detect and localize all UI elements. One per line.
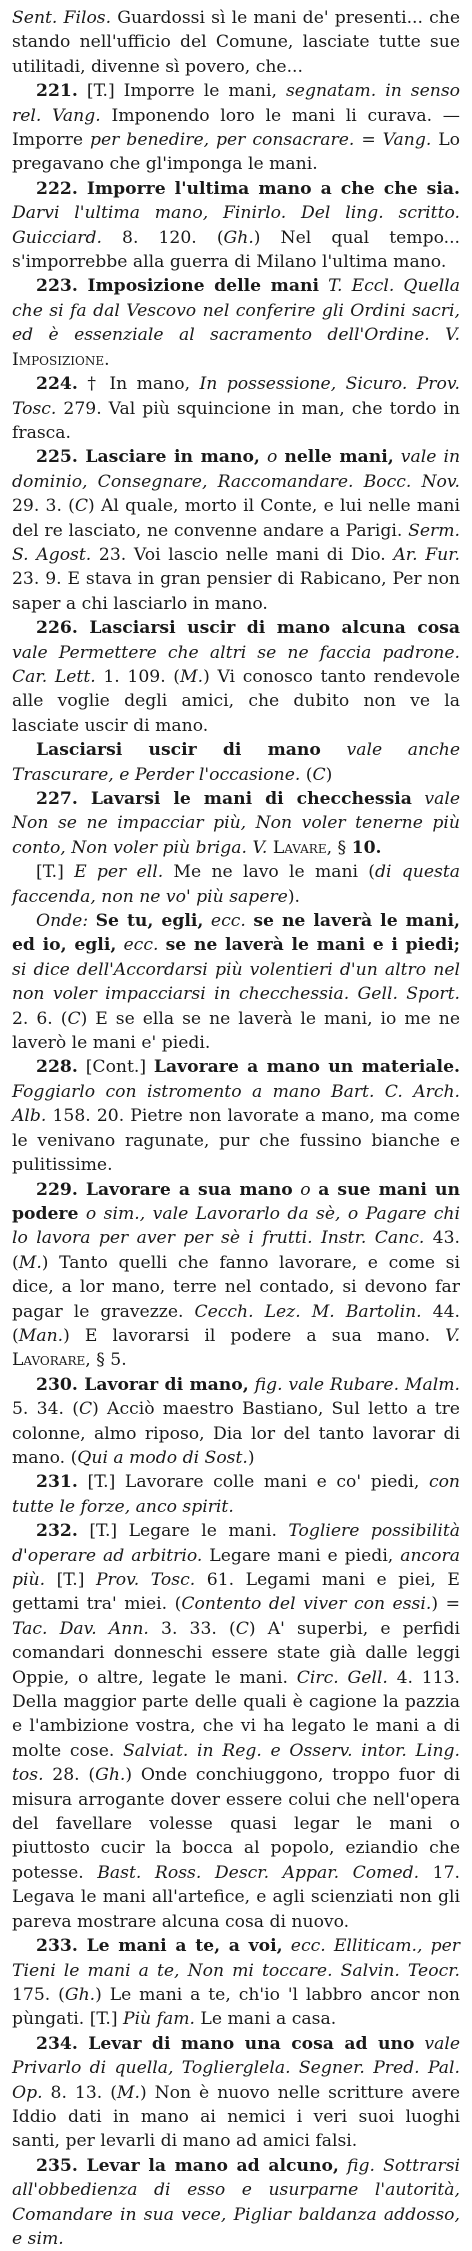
- entry-headword: se ne laverà le mani, ed io, egli,: [12, 911, 460, 956]
- entry-italic-text: Qui a modo di Sost.: [77, 1447, 248, 1468]
- entry-italic-text: di questa faccenda, non ne vo' più sapere: [12, 862, 460, 907]
- dictionary-entry: [12, 1373, 460, 1471]
- entry-text: §: [332, 837, 352, 858]
- entry-text: [T.]: [36, 862, 75, 883]
- entry-text: ) Tanto quelli che fanno lavorare, e come si dice, a lor mano, terre nel contado, si devono far pagar le gravezze.: [12, 1252, 460, 1322]
- entry-italic-text: si dice dell'Accordarsi più volentieri d'un altro nel non voler impacciarsi in checchessia. Gell. Sport.: [12, 959, 460, 1005]
- entry-italic-text: Darvi l'ultima mano, Finirlo. Del ling. scritto. Guicciard.: [12, 203, 460, 248]
- entry-text: ) E lavorarsi il podere a sua mano.: [63, 1325, 446, 1346]
- entry-text: [88, 911, 96, 931]
- entry-text: 1. 109. (: [95, 666, 181, 687]
- entry-headword: 232.: [36, 1521, 78, 1542]
- entry-italic-text: Serm. S. Agost.: [12, 520, 460, 565]
- entry-italic-text: M.: [116, 2082, 140, 2103]
- entry-text: 29. 3. (: [12, 496, 75, 517]
- dictionary-entry: [12, 909, 460, 1055]
- entry-italic-text: Gh.: [223, 227, 254, 248]
- entry-headword: 10.: [351, 837, 382, 858]
- entry-italic-text: Ar. Fur.: [393, 544, 461, 565]
- dictionary-entry: [12, 6, 460, 79]
- entry-text: [319, 276, 328, 296]
- entry-headword: 229. Lavorare a sua mano: [36, 1179, 293, 1200]
- entry-italic-text: vale Non se ne impacciar più, Non voler tenerne più conto, Non voler più briga. V.: [12, 789, 460, 858]
- entry-text: (: [300, 764, 313, 785]
- dictionary-entry: [12, 177, 460, 275]
- dictionary-entry: [12, 1934, 460, 2032]
- dictionary-entry: [12, 616, 460, 738]
- entry-text: ) Nel qual tempo... s'imporrebbe alla guerra di Milano l'ultima mano.: [12, 227, 461, 273]
- entry-text: ) Le mani a te, ch'io 'l labbro ancor non pùngati. [T.]: [12, 1984, 460, 2030]
- entry-italic-text: T. Eccl. Quella che si fa dal Vescovo nel conferire gli Ordini sacri, ed è essenziale al sacramento dell'Ordine. V.: [12, 276, 460, 346]
- entry-headword: se ne laverà le mani e i piedi;: [165, 935, 460, 956]
- dictionary-entry: [12, 445, 460, 616]
- entry-italic-text: Togliere possibilità d'operare ad arbitrio.: [12, 1521, 461, 1566]
- entry-headword: 227. Lavarsi le mani di checchessia: [36, 789, 412, 809]
- entry-headword: a sue mani un podere: [12, 1179, 461, 1224]
- entry-text: 5. 34. (: [12, 1399, 79, 1420]
- entry-text: 23. 9. E stava in gran pensier di Rabicano, Per non saper a chi lasciarlo in mano.: [12, 569, 460, 614]
- entry-text: [T.]: [45, 1570, 96, 1590]
- entry-text: [T.] Imporre le mani,: [77, 81, 286, 102]
- entry-text: 44. (: [12, 1301, 460, 1346]
- entry-italic-text: fig. vale Rubare. Malm.: [254, 1374, 461, 1395]
- entry-italic-text: vale Privarlo di quella, Toglierglela. Segner. Pred. Pal. Op.: [12, 2033, 460, 2103]
- entry-italic-text: C: [67, 1008, 81, 1029]
- entry-italic-text: Cecch. Lez. M. Bartolin.: [194, 1301, 422, 1322]
- entry-text: Guardossi sì le mani de' presenti... che stando nell'ufficio del Comune, lasciate tutte sue utilitadi, divenne sì povero, che...: [12, 8, 460, 77]
- dictionary-entry: [12, 738, 460, 787]
- dictionary-entry: [12, 79, 460, 177]
- entry-text: [260, 447, 267, 467]
- entry-text: [158, 935, 165, 955]
- entry-text: Imposizione.: [12, 349, 110, 370]
- entry-italic-text: M.: [180, 666, 204, 687]
- entry-italic-text: Bast. Ross. Descr. Appar. Comed.: [97, 1862, 420, 1883]
- dictionary-entry: [12, 1519, 460, 1934]
- entry-headword: Lasciarsi uscir di mano: [36, 740, 321, 761]
- entry-text: ) A' superbi, e perfidi comandari donneschi essere state già dalle leggi Oppie, o altre, legate le mani.: [12, 1618, 460, 1688]
- entry-italic-text: E per ell.: [74, 862, 164, 883]
- entry-text: ) Acciò maestro Bastiano, Sul letto a tre colonne, almo riposo, Dia lor del tanto lavorar di mano. (: [12, 1399, 460, 1468]
- entry-text: 28. (: [43, 1765, 96, 1786]
- entry-italic-text: fig. Sottrarsi all'obbedienza di esso e usurparne l'autorità, Comandare in sua vece, Pigliar baldanza addosso, e sim.: [12, 2155, 461, 2249]
- entry-italic-text: per benedire, per consacrare. = Vang.: [89, 130, 432, 151]
- entry-text: 175. (: [12, 1984, 65, 2005]
- entry-text: 8. 120. (: [101, 227, 224, 248]
- entry-italic-text: Salviat. in Reg. e Osserv. intor. Ling. tos.: [12, 1740, 461, 1786]
- entry-italic-text: vale Permettere che altri se ne faccia padrone. Car. Lett.: [12, 642, 460, 687]
- entry-headword: 230. Lavorar di mano,: [36, 1374, 249, 1395]
- entry-italic-text: In possessione, Sicuro. Prov. Tosc.: [12, 374, 460, 419]
- entry-text: 158. 20. Pietre non lavorate a mano, ma come le venivano ragunate, pur che fussino bianche e pulitissime.: [12, 1106, 460, 1176]
- entry-italic-text: vale in dominio, Consegnare, Raccomandare. Bocc. Nov.: [12, 447, 461, 492]
- entry-headword: 224.: [36, 374, 78, 395]
- entry-headword: 222. Imporre l'ultima mano a che che sia.: [36, 178, 460, 199]
- entry-text: Imponendo loro le mani li curava. — Imporre: [12, 105, 460, 151]
- entry-italic-text: C: [74, 496, 89, 517]
- entry-italic-text: ecc. Elliticam., per Tieni le mani a te, Non mi toccare. Salvin. Teocr.: [12, 1936, 460, 1981]
- entry-italic-text: Prov. Tosc.: [95, 1570, 196, 1590]
- dictionary-entry: [12, 787, 460, 860]
- entry-text: ): [247, 1447, 255, 1468]
- entry-italic-text: segnatam. in senso rel. Vang.: [12, 81, 460, 126]
- entry-text: 61. Legami mani e piei, E gettami tra' miei. (: [12, 1570, 460, 1615]
- entry-headword: 228.: [36, 1057, 78, 1078]
- entry-text: ).: [287, 886, 301, 907]
- dictionary-entry: [12, 372, 460, 445]
- dictionary-entry: [12, 1178, 460, 1373]
- dictionary-entry: [12, 2032, 460, 2154]
- entry-text: [283, 1936, 291, 1956]
- entry-text: ) Al quale, morto il Conte, e lui nelle mani del re lasciato, ne convenne andare a Parigi.: [12, 496, 460, 541]
- entry-text: Le mani a casa.: [194, 2009, 337, 2030]
- entry-headword: 235. Levar la mano ad alcuno,: [36, 2155, 339, 2176]
- entry-italic-text: V.: [445, 1325, 460, 1346]
- dictionary-entry: [12, 860, 460, 909]
- dictionary-entry: [12, 1470, 460, 1519]
- entry-italic-text: Tac. Dav. Ann.: [12, 1618, 149, 1639]
- entry-text: Lavorare,: [12, 1350, 91, 1371]
- entry-headword: 223. Imposizione delle mani: [36, 276, 320, 297]
- entry-text: [412, 789, 424, 809]
- entry-italic-text: Onde:: [36, 911, 89, 932]
- entry-text: ) Non è nuovo nelle scritture avere Iddio dati in mano ai nemici i veri suoi luoghi santi, per levarli di mano ad amici falsi.: [12, 2082, 460, 2152]
- entry-italic-text: M.: [18, 1252, 42, 1273]
- entry-italic-text: con tutte le forze, anco spirit.: [12, 1472, 460, 1517]
- entry-headword: 225. Lasciare in mano,: [36, 447, 260, 468]
- entry-italic-text: C: [312, 764, 326, 785]
- entry-text: ): [325, 764, 333, 785]
- entry-text: [Cont.]: [77, 1057, 154, 1078]
- entry-italic-text: o sim., vale Lavorarlo da sè, o Pagare chi lo lavora per aver per sè i frutti. Instr. Canc.: [12, 1203, 460, 1249]
- entry-text: ) Vi conosco tanto rendevole alle voglie degli amici, che dubito non ve la lasciate uscir di mano.: [12, 666, 461, 736]
- entry-text: Lo pregavano che gl'imponga le mani.: [12, 130, 460, 175]
- entry-text: ) Onde conchiuggono, troppo fuor di misura arrogante dover essere colui che nell'opera del favellare volesse quasi legar le mani o piuttosto cucir la bocca al popolo, eziandio che potesse.: [12, 1765, 461, 1883]
- entry-italic-text: o: [266, 447, 278, 468]
- entry-headword: Se tu, egli,: [95, 911, 204, 932]
- entry-italic-text: ancora più.: [12, 1545, 460, 1590]
- entry-italic-text: Gh.: [64, 1984, 96, 2005]
- entry-text: [T.] Legare le mani.: [77, 1521, 289, 1542]
- entry-text: 8. 13. (: [42, 2082, 117, 2103]
- dictionary-entry: [12, 2154, 460, 2251]
- entry-text: † In mano,: [77, 374, 200, 395]
- entry-text: 4. 113. Della maggior parte delle quali è cagione la pazzia e l'ambizione vostra, che vi ha legato le mani a di molte cose.: [12, 1667, 460, 1761]
- entry-italic-text: Contento del viver con essi.: [181, 1594, 432, 1615]
- entry-italic-text: Sent. Filos.: [12, 8, 112, 28]
- entry-italic-text: Circ. Gell.: [296, 1667, 388, 1688]
- entry-text: [321, 740, 347, 760]
- entry-italic-text: Gh.: [95, 1765, 126, 1786]
- entry-italic-text: Foggiarlo con istromento a mano Bart. C. Arch. Alb.: [12, 1081, 460, 1127]
- entry-text: Legare mani e piedi,: [202, 1545, 401, 1566]
- entry-italic-text: C: [78, 1399, 93, 1420]
- entry-headword: 233. Le mani a te, a voi,: [36, 1936, 283, 1957]
- entry-italic-text: vale anche Trascurare, e Perder l'occasione.: [12, 740, 460, 785]
- entry-text: [203, 911, 211, 931]
- dictionary-entry: [12, 274, 460, 372]
- entry-headword: 234. Levar di mano una cosa ad uno: [36, 2033, 415, 2054]
- entry-italic-text: ecc.: [123, 935, 159, 956]
- entry-text: [116, 935, 123, 955]
- entry-italic-text: Man.: [18, 1325, 64, 1346]
- entry-text: [78, 1204, 85, 1224]
- entry-headword: Lavorare a mano un materiale.: [153, 1057, 461, 1078]
- dictionary-entry: [12, 1055, 460, 1177]
- entry-text: § 5.: [90, 1350, 127, 1371]
- entry-headword: 231.: [36, 1472, 78, 1493]
- entry-italic-text: C: [235, 1618, 249, 1639]
- entry-text: 3. 33. (: [148, 1618, 236, 1639]
- entry-text: ) =: [431, 1594, 460, 1615]
- entry-text: ) E se ella se ne laverà le mani, io me ne laverò le mani e' piedi.: [12, 1008, 460, 1054]
- entry-text: 43. (: [12, 1228, 460, 1273]
- entry-italic-text: Più fam.: [123, 2009, 195, 2030]
- entry-headword: nelle mani,: [284, 447, 394, 468]
- entry-text: [339, 2156, 347, 2176]
- entry-text: 279. Val più squincione in man, che tordo in frasca.: [12, 398, 460, 443]
- entry-headword: 226. Lasciarsi uscir di mano alcuna cosa: [36, 618, 460, 639]
- entry-italic-text: ecc.: [210, 911, 246, 932]
- entry-italic-text: o: [300, 1179, 311, 1200]
- entry-text: Me ne lavo le mani (: [163, 862, 376, 883]
- entry-text: [T.] Lavorare colle mani e co' piedi,: [77, 1472, 429, 1493]
- entry-text: 17. Legava le mani all'artefice, e agli scienziati non gli pareva mostrare alcuna cosa di nuovo.: [12, 1862, 460, 1932]
- entry-text: [394, 447, 401, 467]
- entry-text: 2. 6. (: [12, 1008, 68, 1029]
- entry-text: 23. Voi lascio nelle mani di Dio.: [91, 544, 394, 565]
- entry-text: Lavare,: [272, 837, 333, 858]
- entry-headword: 221.: [36, 81, 78, 102]
- entry-text: [414, 2034, 424, 2054]
